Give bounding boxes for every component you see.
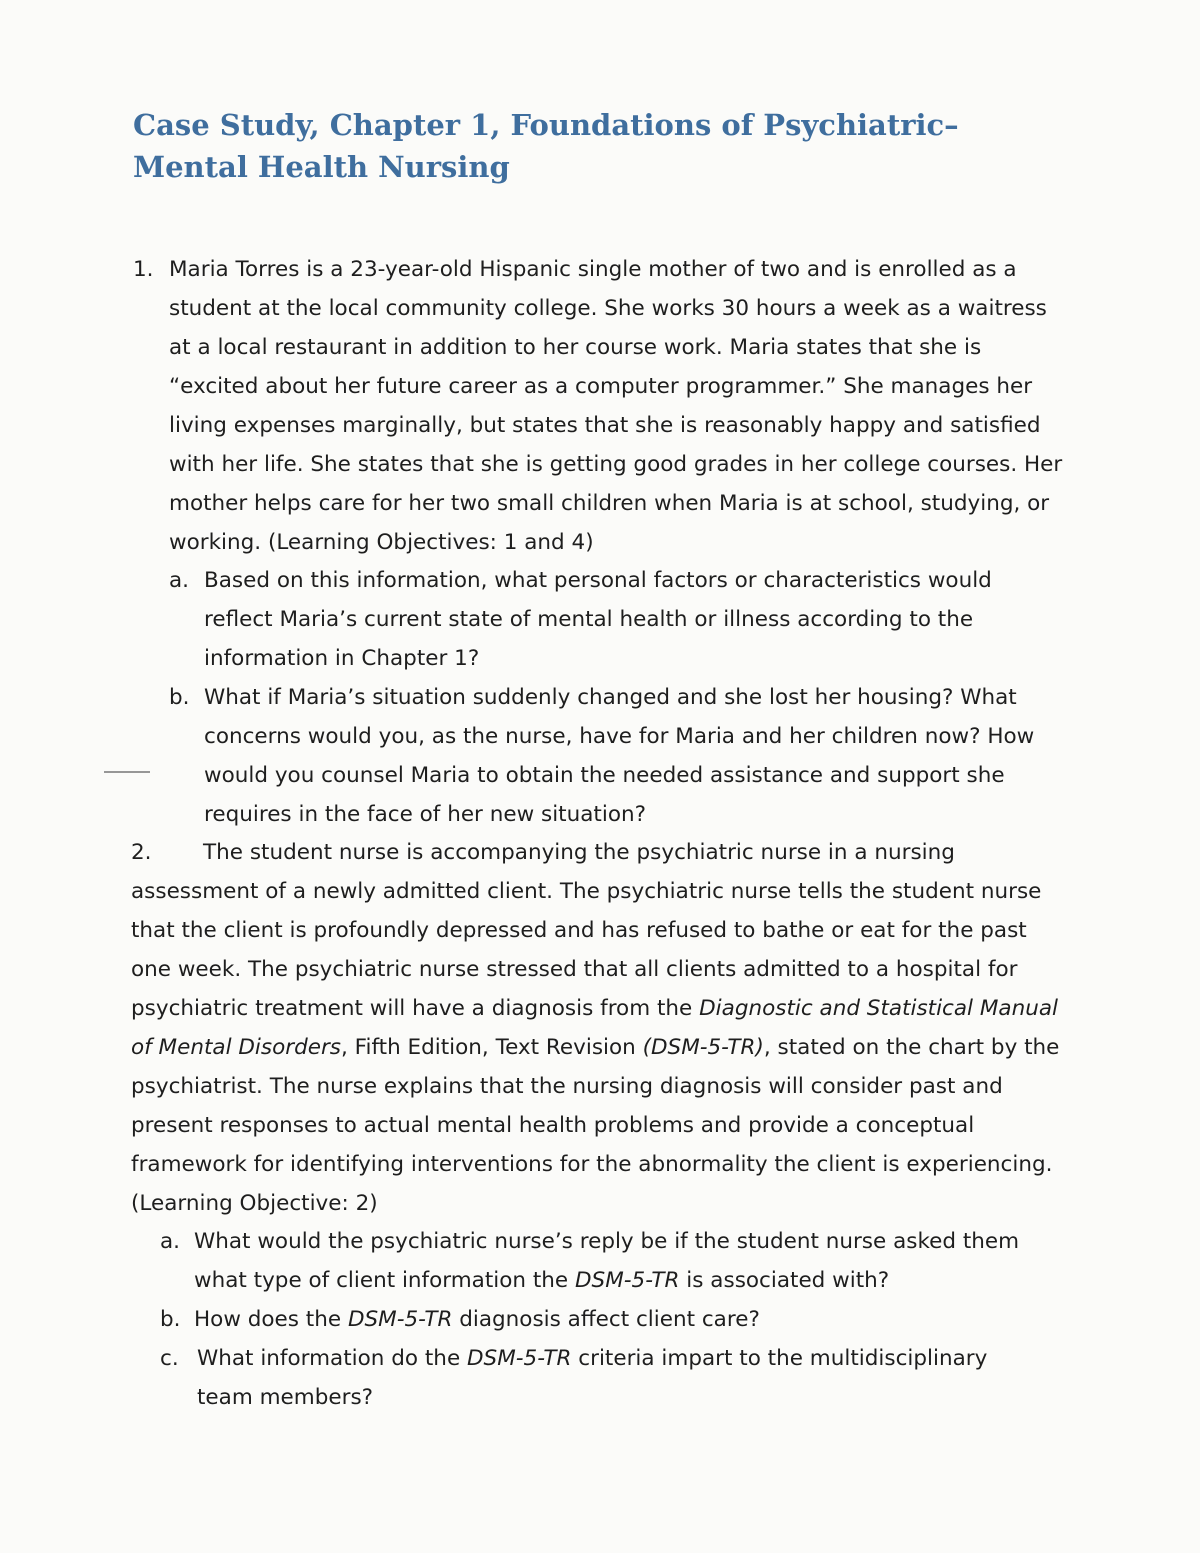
question-2b-label: b. xyxy=(160,1307,181,1332)
question-2b-text xyxy=(194,1300,1040,1339)
question-2a-text xyxy=(194,1222,1040,1300)
question-2b-text-part-2: diagnosis affect client care? xyxy=(452,1307,760,1332)
page-title: Case Study, Chapter 1, Foundations of Psychiatric–Mental Health Nursing xyxy=(133,108,959,184)
question-1a-label: a. xyxy=(169,568,190,593)
question-2-text-part-2: , Fifth Edition, Text Revision xyxy=(341,1035,643,1060)
question-1b-text: What if Maria’s situation suddenly changed and she lost her housing? What concerns would you, as the nurse, have for Maria and her children now? How would you counsel Maria to obtain the needed assistance and support she requires in the face of her new situation? xyxy=(204,685,1035,827)
question-2c-text xyxy=(197,1339,1020,1417)
question-2-number: 2. xyxy=(131,840,152,865)
question-2a xyxy=(160,1222,1040,1300)
question-2-text-part-1: The student nurse is accompanying the psychiatric nurse in a nursing assessment of a newly admitted client. The psychiatric nurse tells the student nurse that the client is profoundly depressed and has refused to bathe or eat for the past one week. The psychiatric nurse stressed that all clients admitted to a hospital for psychiatric treatment will have a diagnosis from the xyxy=(131,840,1042,1021)
question-2c-text-part-1: What information do the xyxy=(197,1346,467,1371)
question-2b xyxy=(160,1300,1040,1339)
question-2 xyxy=(131,833,1066,1223)
question-2a-label: a. xyxy=(160,1229,181,1254)
question-2b-text-part-1: How does the xyxy=(194,1307,348,1332)
pen-mark xyxy=(104,771,150,773)
question-2c-dsm: DSM-5-TR xyxy=(467,1346,572,1371)
question-2b-dsm: DSM-5-TR xyxy=(347,1307,453,1332)
question-2-manual-title: Diagnostic and Statistical Manual of Mental Disorders xyxy=(131,996,1058,1060)
question-1a-text: Based on this information, what personal factors or characteristics would reflect Maria’s current state of mental health or illness according to the information in Chapter 1? xyxy=(204,568,992,671)
question-2a-text-part-1: What would the psychiatric nurse’s reply be if the student nurse asked them what type of client information the xyxy=(194,1229,1020,1293)
question-1a xyxy=(169,561,1049,678)
question-1-number: 1. xyxy=(133,257,154,282)
question-1b xyxy=(169,678,1064,834)
question-2-text-part-3: , stated on the chart by the psychiatrist. The nurse explains that the nursing diagnosis will consider past and present responses to actual mental health problems and provide a conceptual framework for identifying interventions for the abnormality the client is experiencing. (Learning Objective: 2) xyxy=(131,1035,1060,1216)
question-2c-label: c. xyxy=(160,1346,179,1371)
question-1b-label: b. xyxy=(169,685,190,710)
question-1 xyxy=(133,250,1068,562)
question-1-text: Maria Torres is a 23-year-old Hispanic single mother of two and is enrolled as a student at the local community college. She works 30 hours a week as a waitress at a local restaurant in addition to her course work. Maria states that she is “excited about her future career as a computer programmer.” She manages her living expenses marginally, but states that she is reasonably happy and satisfied with her life. She states that she is getting good grades in her college courses. Her mother helps care for her two small children when Maria is at school, studying, or working. (Learning Objectives: 1 and 4) xyxy=(169,257,1063,555)
question-2c-text-part-2: criteria impart to the multidisciplinary team members? xyxy=(197,1346,988,1410)
question-2-abbrev: (DSM-5-TR) xyxy=(642,1035,764,1060)
question-2a-text-part-2: is associated with? xyxy=(679,1268,890,1293)
question-2a-dsm: DSM-5-TR xyxy=(575,1268,680,1293)
question-2c xyxy=(160,1339,1020,1417)
